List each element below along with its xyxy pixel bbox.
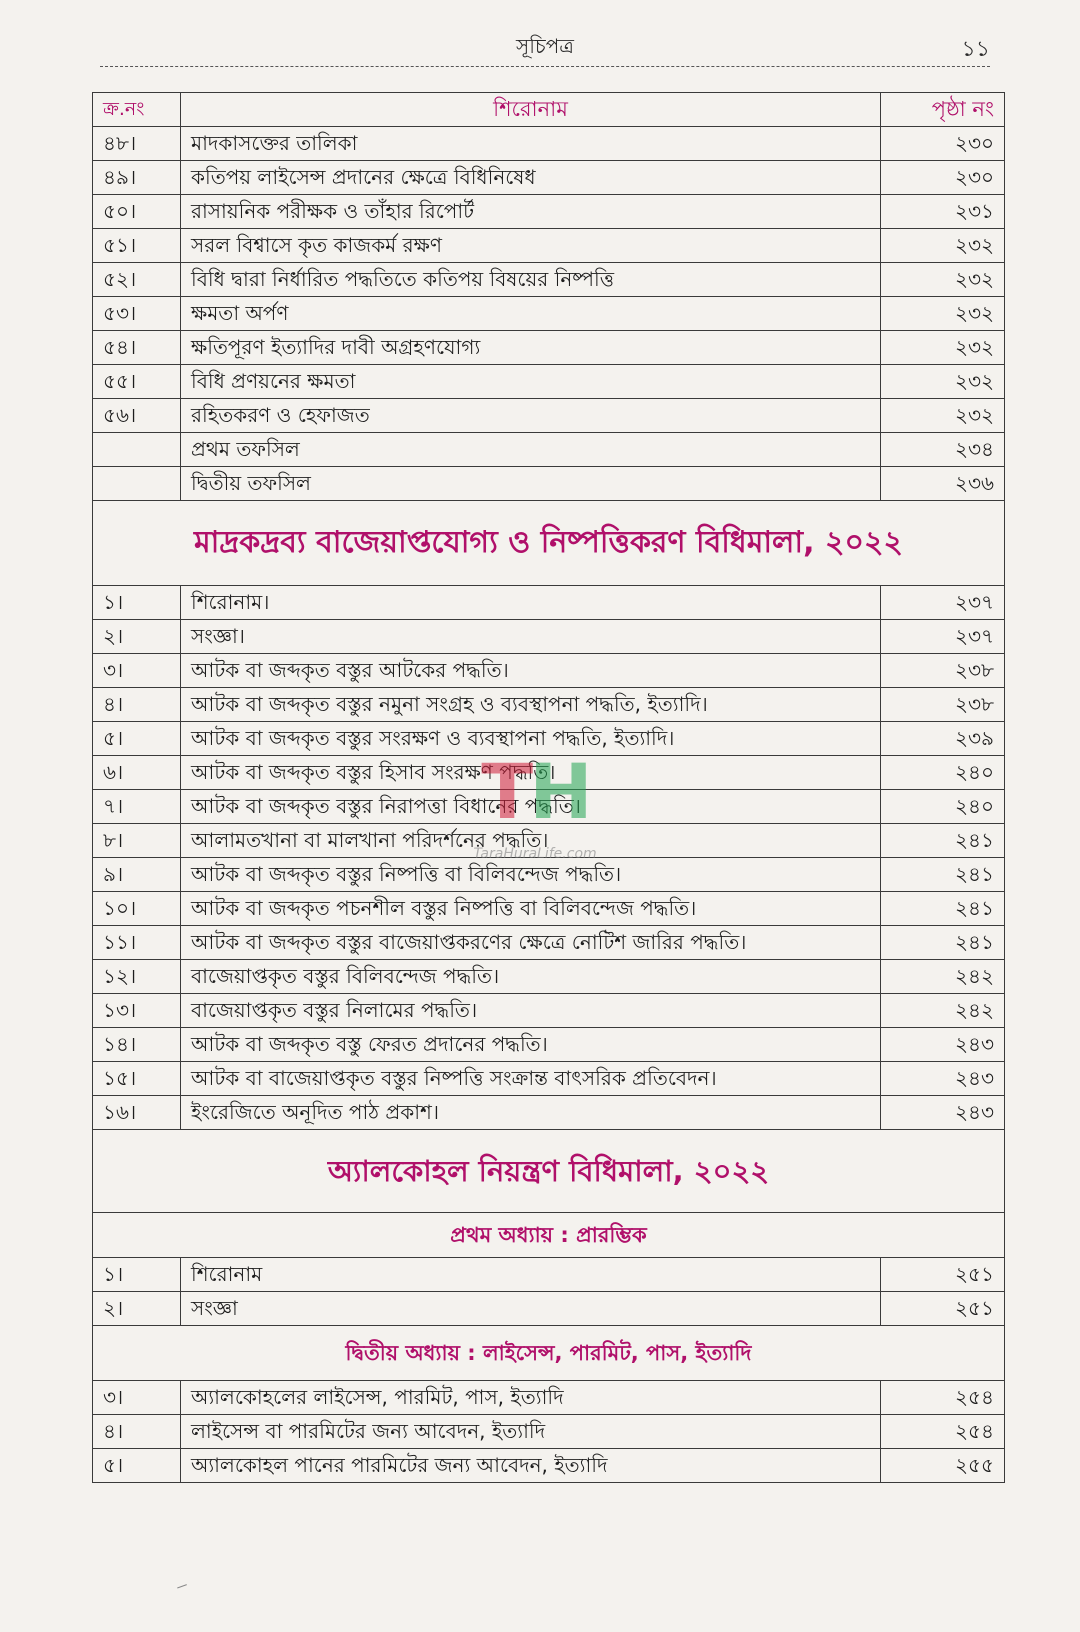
table-row bbox=[93, 1449, 1005, 1483]
table-row bbox=[93, 1292, 1005, 1326]
entry-title: সংজ্ঞা bbox=[181, 1292, 881, 1326]
entry-page: ২৪২ bbox=[881, 994, 1005, 1028]
entry-page: ২৪৩ bbox=[881, 1028, 1005, 1062]
part1-rows bbox=[93, 127, 1005, 501]
table-row bbox=[93, 195, 1005, 229]
entry-title: আটক বা জব্দকৃত বস্তুর নিরাপত্তা বিধানের পদ্ধতি। bbox=[181, 790, 881, 824]
entry-number: ২। bbox=[93, 1292, 181, 1326]
entry-page: ২৫১ bbox=[881, 1292, 1005, 1326]
table-row bbox=[93, 331, 1005, 365]
entry-number: ১৪। bbox=[93, 1028, 181, 1062]
section3-title: অ্যালকোহল নিয়ন্ত্রণ বিধিমালা, ২০২২ bbox=[93, 1130, 1005, 1213]
entry-number: ৩। bbox=[93, 1381, 181, 1415]
entry-number: ১। bbox=[93, 586, 181, 620]
entry-number: ১২। bbox=[93, 960, 181, 994]
entry-page: ২৩২ bbox=[881, 263, 1005, 297]
entry-title: বিধি প্রণয়নের ক্ষমতা bbox=[181, 365, 881, 399]
watermark-text: TaraHuraLife.com bbox=[473, 846, 597, 862]
entry-number: ৭। bbox=[93, 790, 181, 824]
section2-heading-group bbox=[93, 501, 1005, 586]
entry-number: ৫৩। bbox=[93, 297, 181, 331]
entry-number: ৫। bbox=[93, 722, 181, 756]
section2-title: মাদ্রকদ্রব্য বাজেয়াপ্তযোগ্য ও নিষ্পত্তিকরণ বিধিমালা, ২০২২ bbox=[93, 501, 1005, 586]
section-heading-row bbox=[93, 1130, 1005, 1213]
entry-page: ২৪৩ bbox=[881, 1062, 1005, 1096]
scan-mark bbox=[175, 1579, 187, 1589]
table-row bbox=[93, 1381, 1005, 1415]
entry-title: রাসায়নিক পরীক্ষক ও তাঁহার রিপোর্ট bbox=[181, 195, 881, 229]
entry-title: আলামতখানা বা মালখানা পরিদর্শনের পদ্ধতি। bbox=[181, 824, 881, 858]
entry-number: ৫০। bbox=[93, 195, 181, 229]
table-row bbox=[93, 994, 1005, 1028]
entry-title: আটক বা জব্দকৃত বস্তুর নিষ্পত্তি বা বিলিবন্দেজ পদ্ধতি। bbox=[181, 858, 881, 892]
entry-number: ৪৯। bbox=[93, 161, 181, 195]
chapter2-rows bbox=[93, 1381, 1005, 1483]
entry-title: বাজেয়াপ্তকৃত বস্তুর নিলামের পদ্ধতি। bbox=[181, 994, 881, 1028]
entry-page: ২৩৭ bbox=[881, 586, 1005, 620]
table-row bbox=[93, 161, 1005, 195]
entry-number bbox=[93, 467, 181, 501]
entry-page: ২৩২ bbox=[881, 365, 1005, 399]
entry-title: মাদকাসক্তের তালিকা bbox=[181, 127, 881, 161]
entry-title: কতিপয় লাইসেন্স প্রদানের ক্ষেত্রে বিধিনিষেধ bbox=[181, 161, 881, 195]
entry-number: ৩। bbox=[93, 654, 181, 688]
entry-page: ২৩২ bbox=[881, 229, 1005, 263]
entry-page: ২৩৮ bbox=[881, 654, 1005, 688]
table-row bbox=[93, 399, 1005, 433]
table-row bbox=[93, 1258, 1005, 1292]
entry-title: শিরোনাম bbox=[181, 1258, 881, 1292]
entry-number: ৮। bbox=[93, 824, 181, 858]
header-rule bbox=[100, 66, 990, 67]
chapter1-rows bbox=[93, 1258, 1005, 1326]
entry-number: ১৩। bbox=[93, 994, 181, 1028]
table-row bbox=[93, 1415, 1005, 1449]
table-row bbox=[93, 365, 1005, 399]
entry-number: ৫২। bbox=[93, 263, 181, 297]
entry-number: ৬। bbox=[93, 756, 181, 790]
entry-page: ২৩২ bbox=[881, 399, 1005, 433]
entry-title: আটক বা জব্দকৃত বস্তুর নমুনা সংগ্রহ ও ব্যবস্থাপনা পদ্ধতি, ইত্যাদি। bbox=[181, 688, 881, 722]
entry-number: ১৫। bbox=[93, 1062, 181, 1096]
entry-page: ২৪৩ bbox=[881, 1096, 1005, 1130]
entry-title: ক্ষতিপূরণ ইত্যাদির দাবী অগ্রহণযোগ্য bbox=[181, 331, 881, 365]
table-row bbox=[93, 586, 1005, 620]
entry-title: আটক বা জব্দকৃত বস্তুর সংরক্ষণ ও ব্যবস্থাপনা পদ্ধতি, ইত্যাদি। bbox=[181, 722, 881, 756]
entry-number: ২। bbox=[93, 620, 181, 654]
table-row bbox=[93, 229, 1005, 263]
table-header-row bbox=[93, 93, 1005, 127]
column-header-number: ক্র.নং bbox=[93, 93, 181, 127]
entry-page: ২৪০ bbox=[881, 756, 1005, 790]
entry-page: ২৫৫ bbox=[881, 1449, 1005, 1483]
entry-title: আটক বা জব্দকৃত বস্তুর বাজেয়াপ্তকরণের ক্ষেত্রে নোটিশ জারির পদ্ধতি। bbox=[181, 926, 881, 960]
entry-title: অ্যালকোহল পানের পারমিটের জন্য আবেদন, ইত্যাদি bbox=[181, 1449, 881, 1483]
watermark bbox=[430, 742, 640, 872]
entry-number: ৪। bbox=[93, 1415, 181, 1449]
entry-title: লাইসেন্স বা পারমিটের জন্য আবেদন, ইত্যাদি bbox=[181, 1415, 881, 1449]
column-header-title: শিরোনাম bbox=[181, 93, 881, 127]
table-row bbox=[93, 297, 1005, 331]
entry-number: ১। bbox=[93, 1258, 181, 1292]
entry-page: ২৫৪ bbox=[881, 1381, 1005, 1415]
chapter-heading-row bbox=[93, 1213, 1005, 1258]
table-row bbox=[93, 654, 1005, 688]
table-row bbox=[93, 1028, 1005, 1062]
entry-page: ২৪০ bbox=[881, 790, 1005, 824]
entry-title: সরল বিশ্বাসে কৃত কাজকর্ম রক্ষণ bbox=[181, 229, 881, 263]
entry-number: ১০। bbox=[93, 892, 181, 926]
entry-page: ২৩২ bbox=[881, 297, 1005, 331]
entry-title: বিধি দ্বারা নির্ধারিত পদ্ধতিতে কতিপয় বিষয়ের নিষ্পত্তি bbox=[181, 263, 881, 297]
entry-number: ৪। bbox=[93, 688, 181, 722]
entry-page: ২৫৪ bbox=[881, 1415, 1005, 1449]
entry-title: আটক বা বাজেয়াপ্তকৃত বস্তুর নিষ্পত্তি সংক্রান্ত বাৎসরিক প্রতিবেদন। bbox=[181, 1062, 881, 1096]
entry-number: ৫। bbox=[93, 1449, 181, 1483]
entry-page: ২৩৯ bbox=[881, 722, 1005, 756]
table-row bbox=[93, 688, 1005, 722]
entry-page: ২৩১ bbox=[881, 195, 1005, 229]
table-row bbox=[93, 892, 1005, 926]
chapter2-heading-group bbox=[93, 1326, 1005, 1381]
entry-number: ৫১। bbox=[93, 229, 181, 263]
entry-page: ২৫১ bbox=[881, 1258, 1005, 1292]
entry-page: ২৩০ bbox=[881, 127, 1005, 161]
entry-title: সংজ্ঞা। bbox=[181, 620, 881, 654]
entry-title: আটক বা জব্দকৃত বস্তুর হিসাব সংরক্ষণ পদ্ধতি। bbox=[181, 756, 881, 790]
table-row bbox=[93, 127, 1005, 161]
entry-number: ৫৪। bbox=[93, 331, 181, 365]
entry-page: ২৪১ bbox=[881, 892, 1005, 926]
entry-page: ২৩৭ bbox=[881, 620, 1005, 654]
chapter-heading-row bbox=[93, 1326, 1005, 1381]
entry-page: ২৪১ bbox=[881, 824, 1005, 858]
table-row bbox=[93, 467, 1005, 501]
section-heading-row bbox=[93, 501, 1005, 586]
entry-page: ২৩৪ bbox=[881, 433, 1005, 467]
entry-title: দ্বিতীয় তফসিল bbox=[181, 467, 881, 501]
entry-page: ২৩৬ bbox=[881, 467, 1005, 501]
table-row bbox=[93, 433, 1005, 467]
chapter2-title: দ্বিতীয় অধ্যায় : লাইসেন্স, পারমিট, পাস, ইত্যাদি bbox=[93, 1326, 1005, 1381]
page-number: ১১ bbox=[961, 37, 990, 62]
table-row bbox=[93, 960, 1005, 994]
entry-page: ২৪২ bbox=[881, 960, 1005, 994]
entry-number: ৯। bbox=[93, 858, 181, 892]
entry-title: আটক বা জব্দকৃত বস্তু ফেরত প্রদানের পদ্ধতি। bbox=[181, 1028, 881, 1062]
table-row bbox=[93, 926, 1005, 960]
entry-number bbox=[93, 433, 181, 467]
entry-number: ৫৫। bbox=[93, 365, 181, 399]
entry-page: ২৩২ bbox=[881, 331, 1005, 365]
entry-page: ২৪১ bbox=[881, 926, 1005, 960]
table-row bbox=[93, 1096, 1005, 1130]
table-row bbox=[93, 620, 1005, 654]
table-row bbox=[93, 1062, 1005, 1096]
column-header-page: পৃষ্ঠা নং bbox=[881, 93, 1005, 127]
entry-title: আটক বা জব্দকৃত বস্তুর আটকের পদ্ধতি। bbox=[181, 654, 881, 688]
running-title: সূচিপত্র bbox=[516, 34, 574, 58]
entry-title: রহিতকরণ ও হেফাজত bbox=[181, 399, 881, 433]
entry-title: প্রথম তফসিল bbox=[181, 433, 881, 467]
entry-title: অ্যালকোহলের লাইসেন্স, পারমিট, পাস, ইত্যাদি bbox=[181, 1381, 881, 1415]
entry-page: ২৩০ bbox=[881, 161, 1005, 195]
section3-heading-group bbox=[93, 1130, 1005, 1258]
entry-title: ইংরেজিতে অনূদিত পাঠ প্রকাশ। bbox=[181, 1096, 881, 1130]
table-row bbox=[93, 263, 1005, 297]
entry-number: ৪৮। bbox=[93, 127, 181, 161]
entry-title: শিরোনাম। bbox=[181, 586, 881, 620]
entry-number: ৫৬। bbox=[93, 399, 181, 433]
watermark-logo: TH bbox=[481, 747, 589, 836]
entry-title: বাজেয়াপ্তকৃত বস্তুর বিলিবন্দেজ পদ্ধতি। bbox=[181, 960, 881, 994]
chapter1-title: প্রথম অধ্যায় : প্রারম্ভিক bbox=[93, 1213, 1005, 1258]
entry-page: ২৩৮ bbox=[881, 688, 1005, 722]
entry-title: ক্ষমতা অর্পণ bbox=[181, 297, 881, 331]
entry-page: ২৪১ bbox=[881, 858, 1005, 892]
page-header bbox=[100, 28, 990, 68]
entry-number: ১৬। bbox=[93, 1096, 181, 1130]
entry-title: আটক বা জব্দকৃত পচনশীল বস্তুর নিষ্পত্তি বা বিলিবন্দেজ পদ্ধতি। bbox=[181, 892, 881, 926]
entry-number: ১১। bbox=[93, 926, 181, 960]
